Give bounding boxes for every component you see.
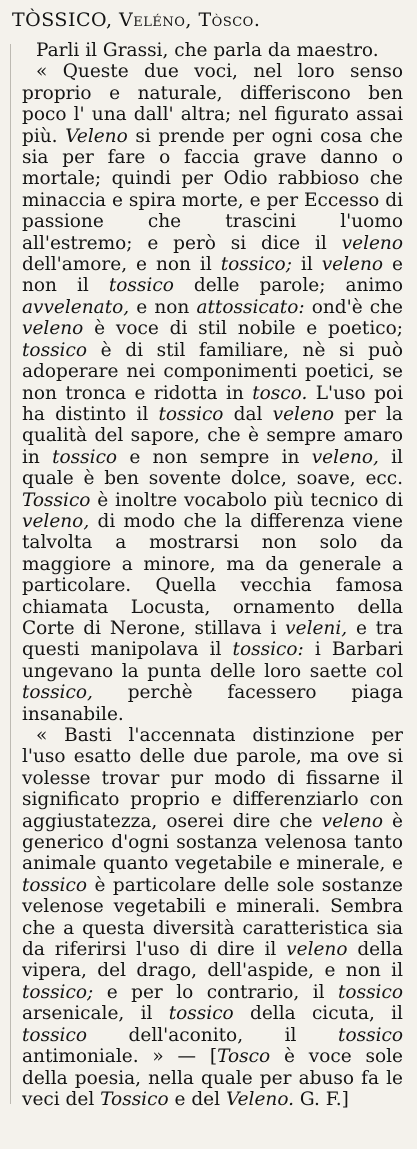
italic-term: tossico xyxy=(22,1024,87,1046)
italic-term: tossico xyxy=(22,874,87,896)
paragraph-grassi-quote xyxy=(22,61,403,725)
text-span: della vipera, del drago, dell'aspide, e non il xyxy=(22,939,403,982)
italic-term: Veleno. xyxy=(225,1088,295,1110)
signature: G. F.] xyxy=(299,1088,349,1110)
italic-term: Tosco xyxy=(217,1046,271,1068)
text-span: e non il xyxy=(22,254,403,297)
text-span: perchè facessero piaga insanabile. xyxy=(22,682,403,725)
text-span: e tra questi manipolava il xyxy=(22,617,403,661)
text-span: e del xyxy=(174,1088,221,1110)
italic-term: veleno xyxy=(321,810,383,832)
italic-term: avvelenato, xyxy=(22,296,130,318)
paragraph-distinction xyxy=(22,725,403,1110)
italic-term: veleno xyxy=(272,403,334,425)
italic-term: veleno, xyxy=(311,446,379,468)
text-span: « Queste due voci, nel loro senso proprio e naturale, differiscono ben poco l' una dall' altra; nel figurato assai più. xyxy=(22,61,403,147)
text-span: antimoniale. » — [ xyxy=(22,1046,218,1068)
text-span: è voce sole della poesia, nella quale per abuso fa le veci del xyxy=(22,1046,404,1110)
italic-term: veleno xyxy=(321,254,384,276)
text-span: dell'aconito, il xyxy=(128,1024,297,1046)
text-span: L'uso poi ha distinto il xyxy=(22,382,403,425)
text-span: è generico d'ogni sostanza velenosa tanto animale quanto vegetabile e minerale, e xyxy=(22,810,403,875)
headword-tossico: TÒSSICO, xyxy=(12,9,113,31)
text-span: è inoltre vocabolo più tecnico di xyxy=(97,489,403,511)
text-span: e non sempre in xyxy=(129,446,300,468)
text-span: il quale è ben sovente dolce, soave, ecc. xyxy=(22,446,403,490)
italic-term: tossico xyxy=(168,1003,234,1025)
entry-heading xyxy=(12,6,403,34)
italic-term: veleno, xyxy=(22,510,90,532)
italic-term: tossico, xyxy=(22,682,93,704)
italic-term: tossico xyxy=(52,446,118,468)
text-span: dell'amore, e non il xyxy=(22,254,212,276)
text-span: delle parole; animo xyxy=(193,275,403,297)
italic-term: attossicato: xyxy=(196,296,305,318)
italic-term: tossico xyxy=(338,981,403,1003)
text-span: è di stil familiare, nè si può adoperare nei componimenti poetici, se non tronca e ridotta in xyxy=(22,339,404,404)
italic-term: Tossico xyxy=(22,489,91,511)
text-span: « Basti l'accennata distinzione per l'uso esatto delle due parole, ma ove si volesse trovar pur modo di fissarne il significato proprio e differenziarlo con aggiustatezza, oserei dire che xyxy=(22,725,403,832)
text-span: è particolare delle sole sostanze velenose vegetabili e minerali. Sembra che a questa diversità caratteristica sia da riferirsi l'uso di dire il xyxy=(22,874,403,961)
text-span: ond'è che xyxy=(311,296,403,318)
text-span: della cicuta, il xyxy=(250,1003,403,1025)
italic-term: veleni, xyxy=(285,617,348,639)
italic-term: tossico; xyxy=(22,981,94,1003)
text-span: e non xyxy=(136,296,190,318)
italic-term: Tossico xyxy=(100,1088,169,1110)
headword-veleno: Veléno, xyxy=(119,9,192,31)
italic-term: veleno xyxy=(341,232,403,254)
italic-term: tosco. xyxy=(252,382,308,404)
italic-term: tossico: xyxy=(232,639,304,661)
italic-term: veleno xyxy=(22,318,84,340)
italic-term: tossico; xyxy=(220,254,292,276)
text-span: è voce di stil nobile e poetico; xyxy=(94,318,403,340)
paragraph-intro xyxy=(22,40,403,61)
italic-term: tossico xyxy=(22,339,87,361)
italic-term: veleno xyxy=(286,939,348,961)
text-span: di modo che la differenza viene talvolta a mostrarsi non solo da maggiore a minore, ma da generale a particolare. Quella vecchia famosa chiamata Locusta, ornamento della Corte di Nerone, stillava i xyxy=(22,510,403,639)
italic-term: tossico xyxy=(158,403,224,425)
intro-text: Parli il Grassi, che parla da maestro. xyxy=(36,40,379,61)
text-span: si prende per ogni cosa che sia per fare o faccia grave danno o mortale; quindi per Odio rabbioso che minaccia e spira morte, e per Eccesso di passione che trascini l'uomo all'estremo; e però si dice il xyxy=(22,125,403,254)
italic-term: tossico xyxy=(338,1024,403,1046)
text-span: dal xyxy=(233,403,263,425)
italic-term: tossico xyxy=(108,275,174,297)
margin-rule xyxy=(10,44,11,1104)
text-span: i Barbari ungevano la punta delle loro saette col xyxy=(22,639,403,682)
text-span: per la qualità del sapore, che è sempre amaro in xyxy=(22,403,403,468)
text-span: e per lo contrario, il xyxy=(106,981,325,1003)
text-span: il xyxy=(300,254,313,276)
italic-term: Veleno xyxy=(65,125,128,147)
headword-tosco: Tòsco. xyxy=(198,9,261,31)
text-span: arsenicale, il xyxy=(22,1003,153,1025)
